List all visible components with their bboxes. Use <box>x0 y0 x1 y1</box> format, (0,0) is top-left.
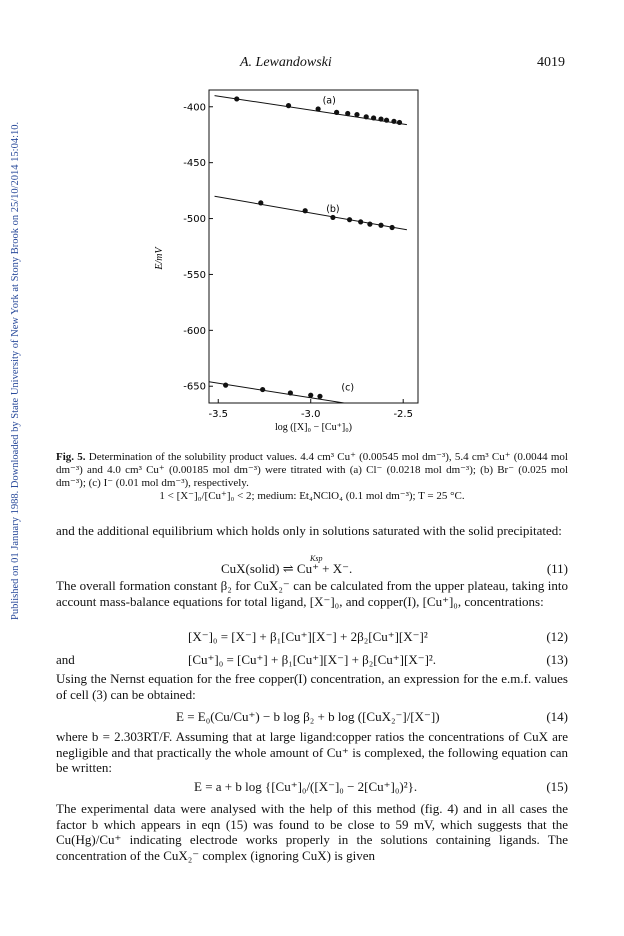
data-point <box>288 390 293 395</box>
download-notice <box>0 60 20 620</box>
data-point <box>334 110 339 115</box>
equation-15-number: (15) <box>546 779 568 794</box>
paragraph-4: where b = 2.303RT/F. Assuming that at large ligand:copper ratios the concentrations of CuX are negligible and that practically the whole amount of Cu⁺ is complexed, the following equation can be written: <box>56 729 568 775</box>
data-point <box>367 222 372 227</box>
data-point <box>371 115 376 120</box>
equation-14-body: E = E₀(Cu/Cu⁺) − b log β₂ + b log ([CuX₂⁻]/[X⁻]) <box>176 709 440 724</box>
equation-14-number: (14) <box>546 709 568 724</box>
data-point <box>384 118 389 123</box>
equation-11-ksp: Ksp <box>310 554 323 563</box>
y-tick-label: -450 <box>183 158 206 170</box>
equation-13-lead: and <box>56 652 75 667</box>
y-tick-label: -650 <box>183 381 206 393</box>
caption-text: Determination of the solubility product values. 4.4 cm³ Cu⁺ (0.00545 mol dm⁻³), 5.4 cm³ Cu⁺ (0.0044 mol dm⁻³) and 4.0 cm³ Cu⁺ (0.00185 mol dm⁻³) were titrated with (a) Cl⁻ (0.0218 mol dm⁻³); (b) Br⁻ (0.025 mol dm⁻³); (c) I⁻ (0.01 mol dm⁻³), respectively. <box>56 451 568 489</box>
equation-14 <box>56 709 568 727</box>
data-point <box>378 116 383 121</box>
y-tick-label: -550 <box>183 269 206 281</box>
y-tick-label: -400 <box>183 102 206 114</box>
data-point <box>330 215 335 220</box>
data-point <box>260 387 265 392</box>
data-point <box>258 200 263 205</box>
equation-11-body: CuX(solid) ⇌ Cu⁺ + X⁻. <box>221 561 353 576</box>
data-point <box>308 393 313 398</box>
y-axis-label: E/mV <box>154 247 165 270</box>
data-point <box>354 112 359 117</box>
data-point <box>286 103 291 108</box>
equation-11-number: (11) <box>546 561 568 576</box>
figure-5-chart <box>150 80 450 440</box>
y-tick-label: -600 <box>183 325 206 337</box>
series-label: (c) <box>341 382 355 394</box>
equation-13-body: [Cu⁺]₀ = [Cu⁺] + β₁[Cu⁺][X⁻] + β₂[Cu⁺][X⁻]². <box>188 652 437 667</box>
series-fit-line <box>215 196 407 230</box>
data-point <box>345 111 350 116</box>
equation-12-number: (12) <box>546 629 568 644</box>
equation-15 <box>56 779 568 797</box>
figure-caption <box>56 451 568 503</box>
data-point <box>397 120 402 125</box>
x-tick-label: -3.0 <box>300 409 321 420</box>
data-point <box>223 383 228 388</box>
download-notice-text: Published on 01 January 1988. Downloaded by State University of New York at Stony Brook on 25/10/2014 15:04:10. <box>10 121 21 620</box>
series-label: (b) <box>326 203 340 215</box>
plot-frame <box>209 90 418 403</box>
x-axis-label: log ([X]₀ − [Cu⁺]₀) <box>274 422 353 433</box>
data-point <box>358 219 363 224</box>
caption-last-line: 1 < [X⁻]₀/[Cu⁺]₀ < 2; medium: Et₄NClO₄ (0.1 mol dm⁻³); T = 25 °C. <box>159 490 465 502</box>
paragraph-2: The overall formation constant β₂ for CuX₂⁻ can be calculated from the upper plateau, taking into account mass-balance equations for total ligand, [X⁻]₀, and copper(I), [Cu⁺]₀, concentrations: <box>56 578 568 609</box>
data-point <box>316 106 321 111</box>
series-fit-line <box>215 96 407 125</box>
caption-label: Fig. 5. <box>56 451 86 463</box>
paragraph-1: and the additional equilibrium which holds only in solutions saturated with the solid precipitated: <box>56 523 562 538</box>
equation-11 <box>56 553 568 575</box>
paragraph-5: The experimental data were analysed with the help of this method (fig. 4) and in all cases the factor b which appears in eqn (15) was found to be close to 59 mV, which suggests that the Cu(Hg)/Cu⁺ indicating electrode works properly in the solutions containing ligands. The concentration of the CuX₂⁻ complex (ignoring CuX) is given <box>56 801 568 863</box>
page-number: 4019 <box>537 55 565 70</box>
paragraph-3: Using the Nernst equation for the free copper(I) concentration, an expression for the e.m.f. values of cell (3) can be obtained: <box>56 671 568 702</box>
data-point <box>303 208 308 213</box>
data-point <box>317 394 322 399</box>
equation-12-body: [X⁻]₀ = [X⁻] + β₁[Cu⁺][X⁻] + 2β₂[Cu⁺][X⁻]² <box>188 629 428 644</box>
equation-12 <box>56 629 568 647</box>
equation-13 <box>56 652 568 670</box>
data-point <box>347 217 352 222</box>
data-point <box>364 114 369 119</box>
x-tick-label: -3.5 <box>208 409 229 420</box>
data-point <box>378 223 383 228</box>
data-point <box>234 96 239 101</box>
data-point <box>390 225 395 230</box>
data-point <box>391 119 396 124</box>
series-fit-line <box>209 382 394 411</box>
x-tick-label: -2.5 <box>393 409 413 420</box>
y-tick-label: -500 <box>183 214 206 226</box>
running-head-author: A. Lewandowski <box>240 55 332 70</box>
equation-15-body: E = a + b log {[Cu⁺]₀/([X⁻]₀ − 2[Cu⁺]₀)²}. <box>194 779 418 794</box>
equation-13-number: (13) <box>546 652 568 667</box>
series-label: (a) <box>322 95 336 107</box>
